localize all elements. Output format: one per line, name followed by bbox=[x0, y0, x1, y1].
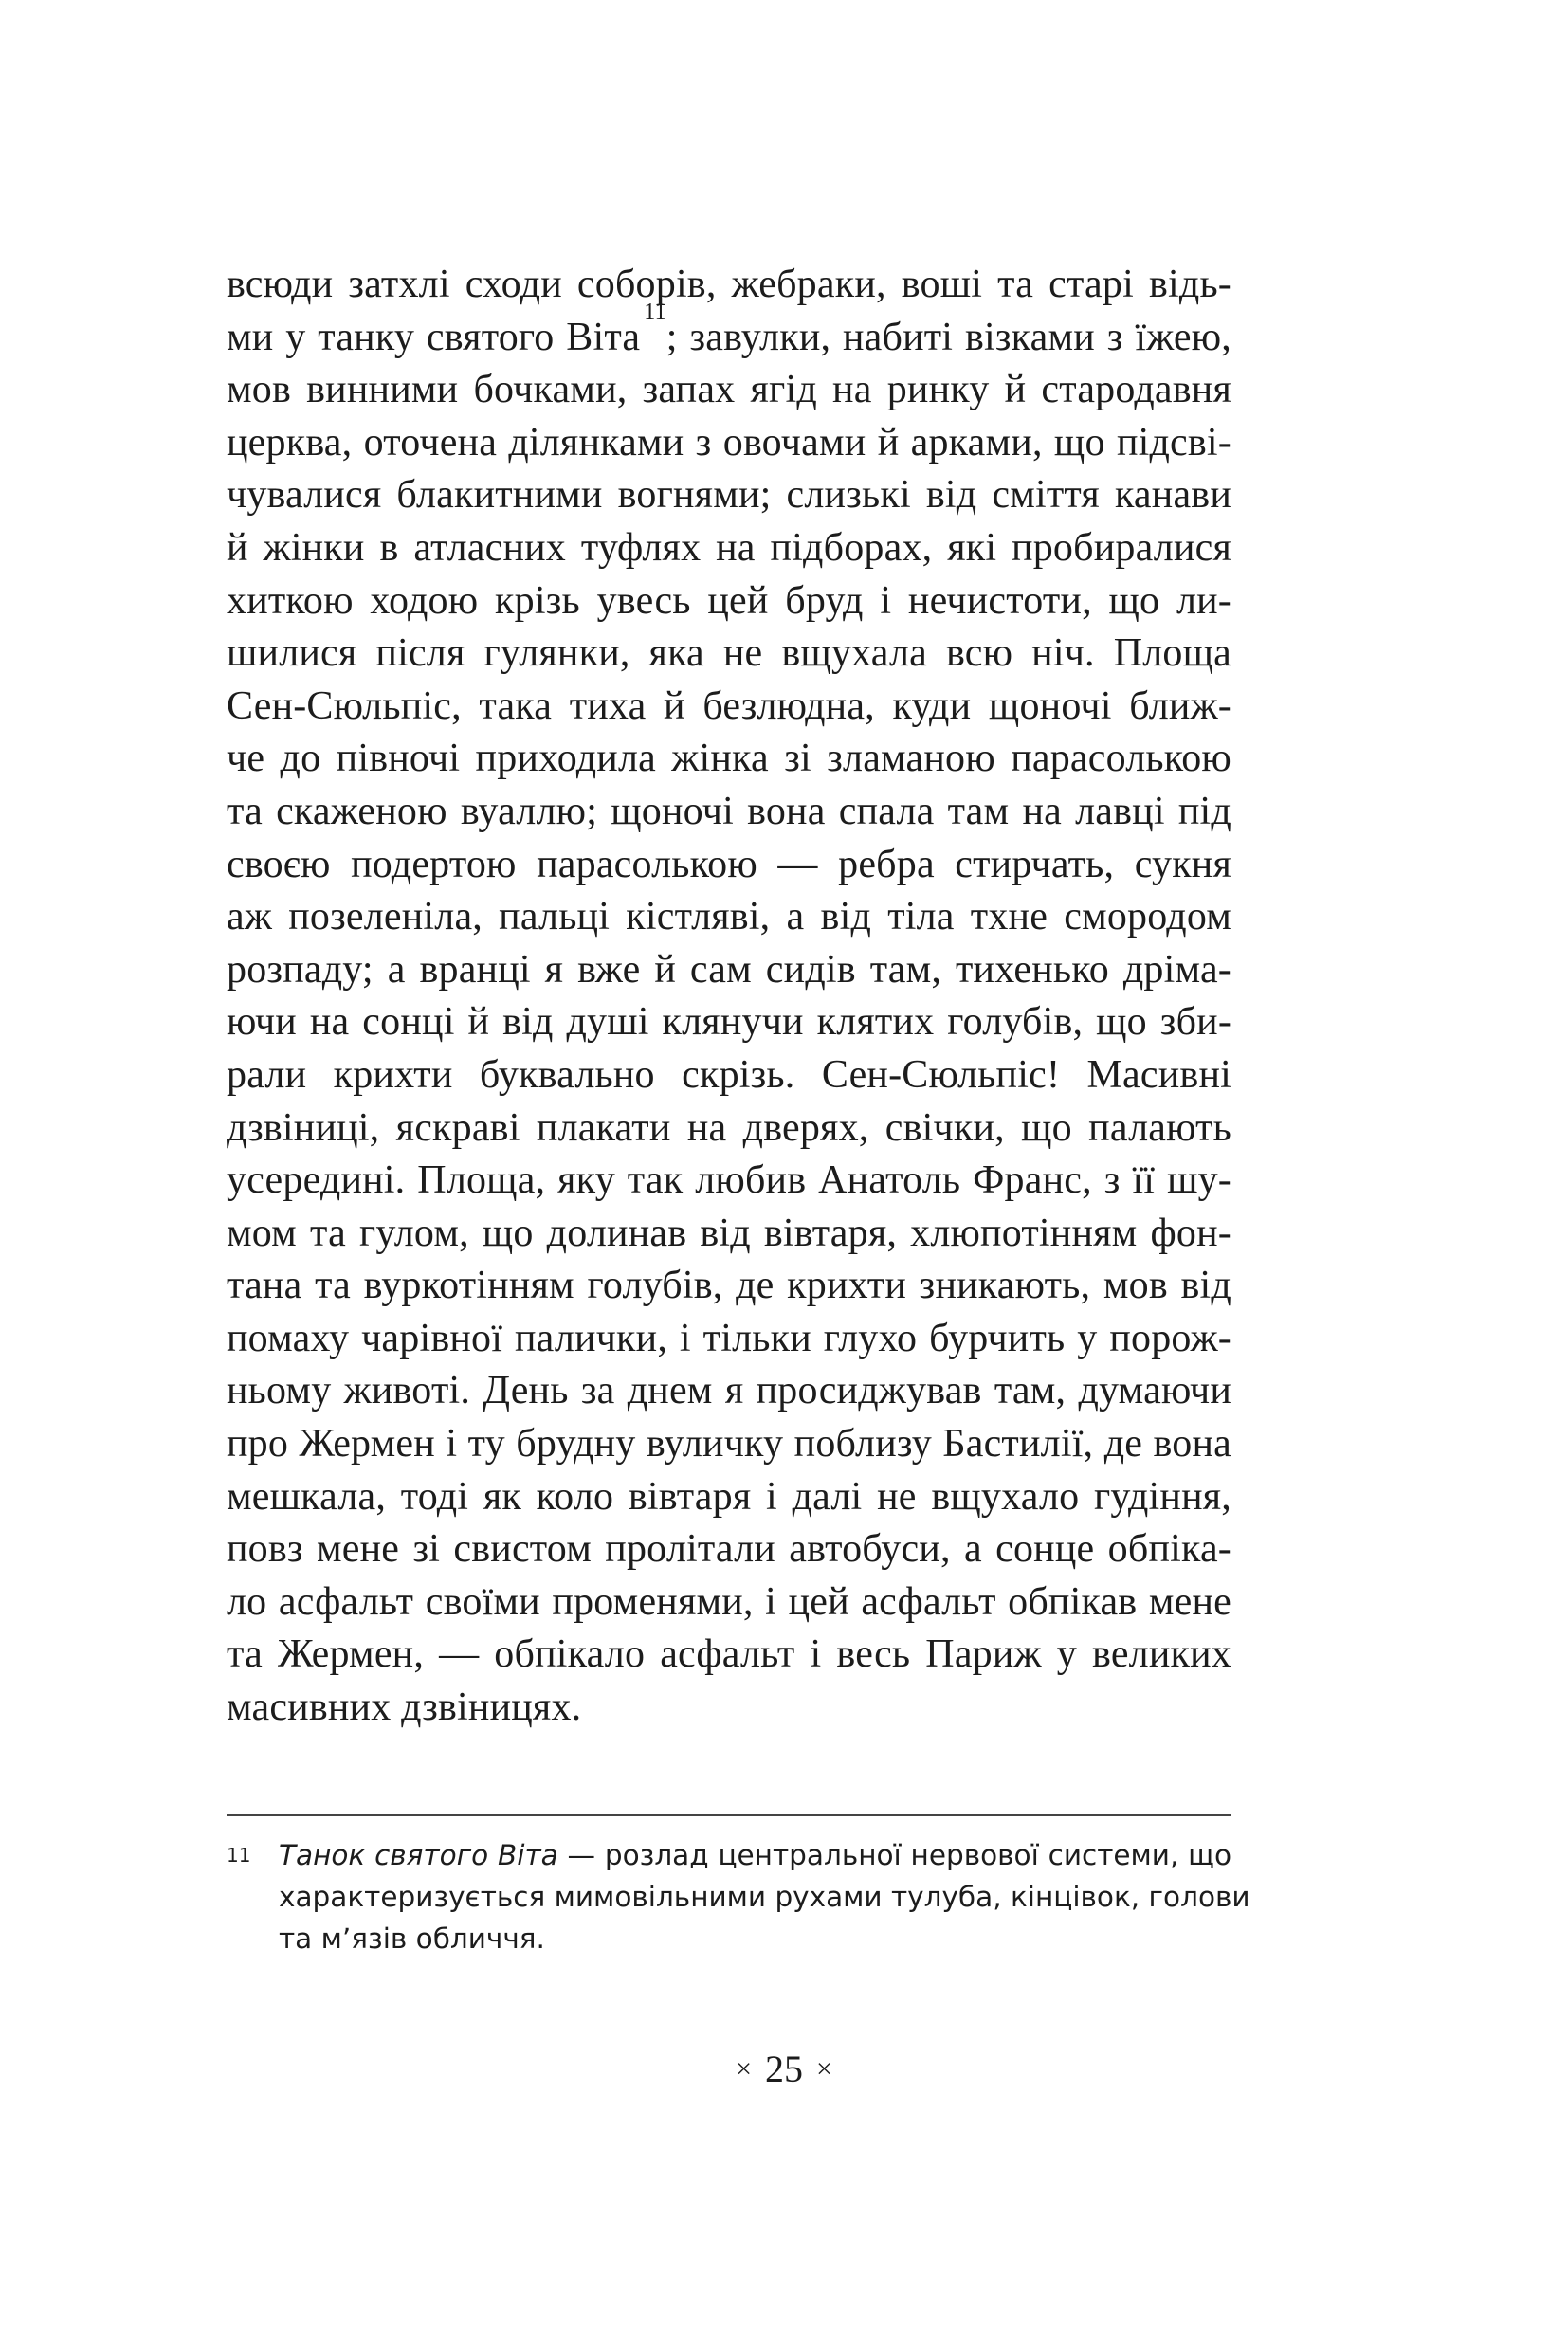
ornament-left-icon: × bbox=[736, 2053, 752, 2085]
text-line: ло асфальт своїми променями, і цей асфальт обпікав мене bbox=[227, 1579, 1231, 1624]
text-line: та Жермен, — обпікало асфальт і весь Париж у великих bbox=[227, 1632, 1231, 1677]
text-line: усередині. Площа, яку так любив Анатоль Франс, з її шу- bbox=[227, 1158, 1231, 1203]
page-number: 25 bbox=[765, 2048, 803, 2090]
footnote-number: 11 bbox=[227, 1844, 251, 1867]
text-line: своєю подертою парасолькою — ребра стирчать, сукня bbox=[227, 842, 1231, 886]
text-line: дзвіниці, яскраві плакати на дверях, свічки, що палають bbox=[227, 1105, 1231, 1150]
body-text bbox=[227, 259, 1231, 1735]
text-line: мешкала, тоді як коло вівтаря і далі не вщухало гудіння, bbox=[227, 1474, 1231, 1519]
text-line: ньому животі. День за днем я просиджував там, думаючи bbox=[227, 1369, 1231, 1413]
text-line: розпаду; а вранці я вже й сам сидів там, тихенько дріма- bbox=[227, 947, 1231, 992]
text-line: церква, оточена ділянками з овочами й арками, що підсві- bbox=[227, 420, 1231, 465]
footnote-reference[interactable]: 11 bbox=[644, 299, 666, 324]
text-line: повз мене зі свистом пролітали автобуси, а сонце обпіка- bbox=[227, 1527, 1231, 1572]
text-line: всюди затхлі сходи соборів, жебраки, воші та старі відь- bbox=[227, 263, 1231, 306]
text-line: тана та вуркотінням голубів, де крихти зникають, мов від bbox=[227, 1264, 1231, 1308]
text-line: про Жермен і ту брудну вуличку поблизу Бастилії, де вона bbox=[227, 1422, 1231, 1466]
text-fragment: ми у танку святого Віта bbox=[227, 315, 641, 359]
text-line: рали крихти буквально скрізь. Сен-Сюльпіс! Масивні bbox=[227, 1052, 1231, 1097]
text-line: шилися після гулянки, яка не вщухала всю ніч. Площа bbox=[227, 631, 1231, 676]
text-line bbox=[227, 299, 1231, 365]
text-line: мов винними бочками, запах ягід на ринку й стародавня bbox=[227, 368, 1231, 412]
footnote-text bbox=[279, 1834, 1250, 1959]
text-line: й жінки в атласних туфлях на підборах, які пробиралися bbox=[227, 525, 1231, 570]
text-line: Сен-Сюльпіс, така тиха й безлюдна, куди щоночі ближ- bbox=[227, 683, 1231, 728]
page-folio bbox=[0, 2046, 1568, 2097]
footnote-divider bbox=[227, 1814, 1231, 1816]
text-line: та скаженою вуаллю; щоночі вона спала там на лавці під bbox=[227, 789, 1231, 833]
text-line: чувалися блакитними вогнями; слизькі від сміття канави bbox=[227, 473, 1231, 518]
text-line: масивних дзвіницях. bbox=[227, 1685, 582, 1730]
ornament-right-icon: × bbox=[816, 2053, 832, 2085]
footnote-line bbox=[279, 1834, 1231, 1876]
text-line: че до півночі приходила жінка зі зламаною парасолькою bbox=[227, 737, 1231, 781]
text-line: ючи на сонці й від душі клянучи клятих голубів, що зби- bbox=[227, 1000, 1231, 1045]
footnote-line: та м’язів обличчя. bbox=[279, 1922, 545, 1955]
footnote-term: Танок святого Віта bbox=[279, 1839, 558, 1871]
footnote bbox=[227, 1834, 1250, 1959]
footnote-definition: — розлад центральної нервової системи, що bbox=[557, 1839, 1231, 1871]
footnote-line: характеризується мимовільними рухами тулуба, кінцівок, голови bbox=[279, 1881, 1250, 1913]
text-line: помаху чарівної палички, і тільки глухо бурчить у порож- bbox=[227, 1316, 1231, 1360]
text-line: мом та гулом, що долинав від вівтаря, хлюпотінням фон- bbox=[227, 1211, 1231, 1255]
text-fragment: ; завулки, набиті візками з їжею, bbox=[665, 315, 1231, 359]
text-line: аж позеленіла, пальці кістляві, а від тіла тхне смородом bbox=[227, 895, 1231, 939]
text-line: хиткою ходою крізь увесь цей бруд і нечистоти, що ли- bbox=[227, 578, 1231, 623]
